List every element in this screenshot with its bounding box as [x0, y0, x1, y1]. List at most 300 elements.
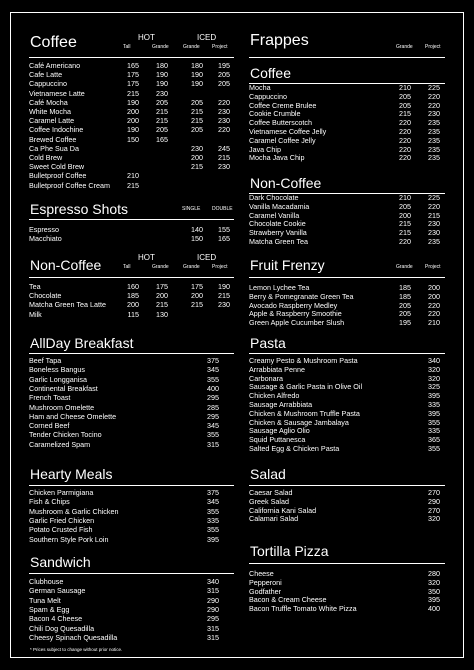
- menu-item-price: 190: [127, 125, 139, 135]
- menu-item-price: 220: [428, 100, 440, 110]
- menu-item-name: California Kani Salad: [249, 505, 317, 515]
- menu-item: [249, 284, 445, 292]
- menu-item: [249, 229, 445, 237]
- menu-item: [29, 385, 234, 393]
- menu-item-price: 220: [399, 135, 411, 145]
- menu-item-name: Bacon & Cream Cheese: [249, 595, 327, 605]
- menu-item: [29, 526, 234, 534]
- menu-item-price: 215: [218, 291, 230, 301]
- menu-item: [29, 99, 234, 107]
- menu-item-price: 355: [428, 444, 440, 453]
- menu-item-price: 205: [191, 125, 203, 135]
- breakfast-rule: [29, 353, 234, 354]
- menu-item-name: Cappuccino: [29, 79, 67, 89]
- menu-item-name: Arrabbiata Penne: [249, 364, 305, 374]
- menu-item-price: 200: [399, 210, 411, 220]
- menu-item: [249, 383, 445, 391]
- menu-item-name: Chicken & Sausage Jambalaya: [249, 417, 349, 427]
- menu-item-price: 365: [428, 435, 440, 445]
- menu-item: [29, 634, 234, 642]
- pasta-rule: [249, 353, 445, 354]
- menu-item-price: 280: [428, 569, 440, 578]
- menu-item: [29, 311, 234, 319]
- sandwich-title: Sandwich: [30, 554, 91, 570]
- menu-item-price: 245: [218, 143, 230, 153]
- menu-item-price: 195: [218, 61, 230, 70]
- menu-item-name: Cheese: [249, 569, 274, 578]
- menu-item-name: Mushroom & Garlic Chicken: [29, 506, 119, 516]
- menu-item-price: 140: [191, 225, 203, 234]
- menu-item-name: Java Chip: [249, 144, 281, 154]
- menu-item-name: Berry & Pomegranate Green Tea: [249, 291, 354, 301]
- menu-item-name: Caramel Coffee Jelly: [249, 135, 316, 145]
- menu-item: [249, 401, 445, 409]
- menu-item-price: 215: [399, 219, 411, 229]
- menu-item-price: 190: [191, 70, 203, 80]
- menu-item-price: 235: [428, 153, 440, 163]
- menu-item-price: 220: [399, 153, 411, 163]
- menu-item-name: Espresso: [29, 225, 59, 234]
- menu-item-name: Southern Style Pork Loin: [29, 534, 109, 544]
- menu-item-name: Tea: [29, 282, 41, 291]
- menu-item-name: Vietnamese Latte: [29, 88, 85, 98]
- menu-item-price: 395: [428, 595, 440, 605]
- menu-item-name: Caramelized Spam: [29, 439, 91, 449]
- menu-item: [29, 536, 234, 544]
- menu-item: [29, 578, 234, 586]
- menu-item-price: 215: [399, 109, 411, 119]
- menu-item-price: 130: [156, 309, 168, 319]
- menu-item-name: Cookie Crumble: [249, 109, 301, 119]
- menu-item-price: 355: [428, 417, 440, 427]
- menu-item-price: 325: [428, 382, 440, 392]
- menu-item-price: 205: [156, 97, 168, 107]
- menu-item-price: 205: [399, 100, 411, 110]
- menu-item: [29, 62, 234, 70]
- menu-item: [249, 154, 445, 162]
- menu-item: [249, 319, 445, 327]
- menu-item-name: Caramel Latte: [29, 116, 75, 126]
- menu-item-price: 160: [127, 282, 139, 291]
- menu-item-name: Café Mocha: [29, 97, 68, 107]
- menu-item-price: 175: [156, 282, 168, 291]
- menu-item-price: 200: [428, 291, 440, 301]
- menu-item: [249, 498, 445, 506]
- salad-title: Salad: [250, 466, 286, 482]
- menu-item-price: 345: [207, 497, 219, 507]
- noncoffee-rule: [29, 277, 234, 278]
- menu-item: [249, 427, 445, 435]
- coffee-col-project: Project: [212, 44, 228, 50]
- sandwich-rule: [29, 573, 234, 574]
- menu-item-price: 355: [207, 374, 219, 384]
- menu-item-price: 315: [207, 439, 219, 449]
- menu-item: [29, 508, 234, 516]
- menu-item-name: Green Apple Cucumber Slush: [249, 318, 345, 328]
- menu-item-price: 225: [428, 193, 440, 202]
- menu-item-price: 200: [156, 291, 168, 301]
- menu-item-price: 320: [428, 514, 440, 524]
- menu-item-price: 215: [191, 300, 203, 310]
- menu-item-price: 270: [428, 488, 440, 497]
- menu-item-price: 200: [191, 153, 203, 162]
- menu-item-price: 395: [207, 534, 219, 544]
- menu-item: [249, 436, 445, 444]
- menu-item-price: 200: [127, 300, 139, 310]
- menu-item-name: Mocha Java Chip: [249, 153, 305, 163]
- menu-item-name: Carbonara: [249, 373, 283, 383]
- menu-item-price: 165: [218, 234, 230, 244]
- menu-item-price: 165: [156, 134, 168, 144]
- menu-item-name: Mocha: [249, 83, 271, 92]
- menu-item-name: Matcha Green Tea Latte: [29, 300, 106, 310]
- coffee-col-tall: Tall: [123, 44, 131, 50]
- menu-item-price: 345: [207, 365, 219, 375]
- menu-item-name: Cafe Latte: [29, 70, 63, 80]
- coffee-iced-label: ICED: [197, 33, 217, 42]
- menu-item: [29, 80, 234, 88]
- noncoffee-col-project: Project: [212, 264, 228, 270]
- menu-item: [249, 375, 445, 383]
- menu-item-price: 230: [218, 162, 230, 172]
- menu-item-price: 395: [428, 408, 440, 418]
- menu-item-name: Calamari Salad: [249, 514, 299, 524]
- menu-item-price: 175: [127, 70, 139, 80]
- menu-item: [249, 507, 445, 515]
- menu-item: [249, 570, 445, 578]
- menu-item: [29, 615, 234, 623]
- menu-item: [29, 154, 234, 162]
- menu-item-price: 220: [399, 127, 411, 136]
- menu-item-name: Chocolate: [29, 291, 62, 301]
- menu-item-name: Sausage Aglio Olio: [249, 426, 310, 436]
- menu-item: [29, 404, 234, 412]
- menu-item: [29, 625, 234, 633]
- menu-item: [249, 110, 445, 118]
- menu-item: [29, 292, 234, 300]
- menu-item-price: 320: [428, 373, 440, 383]
- menu-item: [29, 117, 234, 125]
- menu-item-price: 230: [428, 219, 440, 229]
- menu-item-price: 215: [127, 180, 139, 190]
- menu-item: [249, 605, 445, 613]
- menu-item-price: 220: [399, 118, 411, 128]
- menu-item-name: Macchiato: [29, 234, 62, 244]
- menu-item-price: 235: [428, 144, 440, 154]
- pasta-title: Pasta: [250, 335, 286, 351]
- menu-item-name: Ca Phe Sua Da: [29, 143, 79, 153]
- menu-item-price: 190: [127, 97, 139, 107]
- menu-item-price: 320: [428, 577, 440, 587]
- menu-item-name: Strawberry Vanilla: [249, 228, 307, 238]
- frappe-noncoffee-title: Non-Coffee: [250, 175, 322, 191]
- espresso-rule: [29, 219, 234, 220]
- menu-item: [29, 145, 234, 153]
- menu-item-name: Vietnamese Coffee Jelly: [249, 127, 327, 136]
- menu-item-price: 235: [428, 127, 440, 136]
- menu-item-price: 220: [428, 300, 440, 310]
- menu-item-name: Bacon 4 Cheese: [29, 614, 83, 624]
- fruit-col-grande: Grande: [396, 264, 413, 270]
- menu-item-name: Avocado Raspberry Medley: [249, 300, 338, 310]
- menu-item-name: Matcha Green Tea: [249, 237, 308, 246]
- menu-item: [29, 587, 234, 595]
- menu-item-price: 215: [218, 153, 230, 162]
- espresso-title: Espresso Shots: [30, 201, 129, 217]
- menu-item: [29, 422, 234, 430]
- menu-item-price: 190: [156, 70, 168, 80]
- menu-item-price: 375: [207, 488, 219, 497]
- menu-item-price: 210: [127, 171, 139, 181]
- menu-item-name: Vanilla Macadamia: [249, 201, 310, 211]
- menu-item-price: 210: [428, 318, 440, 328]
- price-note: * Prices subject to change without prior notice.: [30, 647, 123, 652]
- noncoffee-iced-label: ICED: [197, 253, 217, 262]
- menu-item-price: 115: [127, 309, 139, 319]
- menu-item: [249, 357, 445, 365]
- menu-item-name: Creamy Pesto & Mushroom Pasta: [249, 356, 358, 365]
- menu-item-name: Chicken & Mushroom Truffle Pasta: [249, 408, 360, 418]
- menu-item: [249, 489, 445, 497]
- menu-item-price: 295: [207, 393, 219, 403]
- menu-item-name: Fish & Chips: [29, 497, 70, 507]
- menu-item: [29, 376, 234, 384]
- menu-item: [249, 212, 445, 220]
- menu-item-price: 220: [428, 201, 440, 211]
- menu-item: [249, 194, 445, 202]
- menu-item: [29, 172, 234, 180]
- menu-item-price: 205: [156, 125, 168, 135]
- menu-item-name: Potato Crusted Fish: [29, 525, 93, 535]
- menu-item: [29, 71, 234, 79]
- menu-item: [29, 90, 234, 98]
- menu-item-price: 200: [428, 283, 440, 292]
- menu-item: [249, 419, 445, 427]
- menu-item-name: Dark Chocolate: [249, 193, 299, 202]
- menu-item-price: 220: [218, 97, 230, 107]
- menu-item-name: Corned Beef: [29, 421, 70, 431]
- menu-item: [249, 220, 445, 228]
- menu-item-price: 150: [191, 234, 203, 244]
- menu-item-name: Pepperoni: [249, 577, 282, 587]
- menu-item-price: 200: [127, 107, 139, 116]
- menu-item-price: 205: [218, 70, 230, 80]
- menu-item: [29, 394, 234, 402]
- menu-item-name: Bulletproof Coffee: [29, 171, 87, 181]
- coffee-col-grande-iced: Grande: [183, 44, 200, 50]
- menu-item: [249, 310, 445, 318]
- menu-item-name: Apple & Raspberry Smoothie: [249, 309, 342, 319]
- menu-item-price: 340: [207, 577, 219, 586]
- menu-item-price: 205: [399, 91, 411, 101]
- menu-item: [29, 235, 234, 243]
- menu-item-price: 200: [127, 116, 139, 126]
- menu-item-name: Coffee Creme Brulee: [249, 100, 317, 110]
- menu-item-name: Caesar Salad: [249, 488, 293, 497]
- menu-item-price: 215: [191, 107, 203, 116]
- coffee-rule: [29, 57, 234, 58]
- menu-item: [249, 366, 445, 374]
- menu-item-name: Sausage Arrabbiata: [249, 400, 313, 409]
- menu-item-price: 395: [428, 391, 440, 401]
- menu-item-price: 375: [207, 356, 219, 365]
- menu-item-price: 190: [191, 79, 203, 89]
- noncoffee-hot-label: HOT: [138, 253, 155, 262]
- menu-item-price: 215: [428, 210, 440, 220]
- pizza-title: Tortilla Pizza: [250, 543, 329, 559]
- menu-item-price: 180: [191, 61, 203, 70]
- menu-item-price: 215: [191, 162, 203, 172]
- menu-item-price: 335: [428, 426, 440, 436]
- menu-item-price: 210: [399, 83, 411, 92]
- menu-item: [249, 119, 445, 127]
- menu-item-name: Brewed Coffee: [29, 134, 77, 144]
- menu-item: [29, 108, 234, 116]
- menu-item-name: Coffee Indochine: [29, 125, 84, 135]
- menu-item: [29, 366, 234, 374]
- fruit-title: Fruit Frenzy: [250, 257, 325, 273]
- menu-item-name: Sweet Cold Brew: [29, 162, 85, 172]
- menu-item-price: 235: [428, 118, 440, 128]
- menu-item-price: 215: [156, 116, 168, 126]
- menu-item: [249, 84, 445, 92]
- menu-item-price: 295: [207, 614, 219, 624]
- menu-item-name: Sausage & Garlic Pasta in Olive Oil: [249, 382, 363, 392]
- menu-item-name: Mushroom Omelette: [29, 402, 95, 412]
- hearty-rule: [29, 485, 234, 486]
- menu-item: [29, 357, 234, 365]
- menu-item-name: Ham and Cheese Omelette: [29, 411, 117, 421]
- menu-item-price: 290: [207, 604, 219, 614]
- frappe-coffee-title: Coffee: [250, 65, 291, 81]
- menu-item-price: 220: [399, 237, 411, 246]
- menu-item-price: 175: [191, 282, 203, 291]
- menu-item-price: 185: [399, 291, 411, 301]
- menu-item-price: 230: [428, 109, 440, 119]
- menu-item-price: 230: [218, 116, 230, 126]
- menu-item: [29, 283, 234, 291]
- menu-item-price: 400: [207, 383, 219, 393]
- coffee-hot-label: HOT: [138, 33, 155, 42]
- menu-item: [249, 515, 445, 523]
- menu-item-name: Tuna Melt: [29, 595, 61, 605]
- menu-item-name: Chocolate Cookie: [249, 219, 306, 229]
- menu-item: [29, 606, 234, 614]
- menu-item-name: Boneless Bangus: [29, 365, 85, 375]
- menu-item-price: 205: [399, 201, 411, 211]
- breakfast-title: AllDay Breakfast: [30, 335, 134, 351]
- menu-item-name: Café Americano: [29, 61, 81, 70]
- menu-item-price: 355: [207, 506, 219, 516]
- menu-item-price: 230: [156, 88, 168, 98]
- espresso-col-single: SINGLE: [182, 206, 201, 212]
- menu-item-name: Bacon Truffle Tomato White Pizza: [249, 604, 357, 614]
- menu-item-name: Garlic Fried Chicken: [29, 515, 95, 525]
- menu-item-price: 225: [428, 83, 440, 92]
- menu-item-name: French Toast: [29, 393, 71, 403]
- menu-item-price: 190: [218, 282, 230, 291]
- menu-item-price: 315: [207, 632, 219, 642]
- menu-item-name: Squid Puttanesca: [249, 435, 306, 445]
- menu-item-name: White Mocha: [29, 107, 71, 116]
- menu-item-price: 335: [428, 400, 440, 409]
- menu-item-name: Spam & Egg: [29, 604, 70, 614]
- menu-item: [249, 203, 445, 211]
- fruit-col-project: Project: [425, 264, 441, 270]
- menu-item: [29, 413, 234, 421]
- menu-item-name: Chicken Parmigiana: [29, 488, 94, 497]
- menu-item: [29, 441, 234, 449]
- menu-item-price: 205: [191, 97, 203, 107]
- menu-item-name: Greek Salad: [249, 496, 289, 506]
- frappes-title: Frappes: [250, 32, 309, 49]
- menu-item-price: 155: [218, 225, 230, 234]
- menu-item: [249, 392, 445, 400]
- menu-item: [249, 588, 445, 596]
- menu-item-price: 180: [156, 61, 168, 70]
- menu-item-price: 215: [156, 107, 168, 116]
- menu-item-price: 315: [207, 586, 219, 596]
- hearty-title: Hearty Meals: [30, 466, 113, 482]
- menu-item: [29, 301, 234, 309]
- menu-item: [249, 445, 445, 453]
- menu-item-price: 210: [399, 193, 411, 202]
- menu-item-name: Salted Egg & Chicken Pasta: [249, 444, 340, 453]
- menu-item-price: 150: [127, 134, 139, 144]
- menu-item-price: 350: [428, 586, 440, 596]
- menu-item-price: 220: [428, 91, 440, 101]
- menu-item-price: 195: [399, 318, 411, 328]
- menu-item-name: Caramel Vanilla: [249, 210, 300, 220]
- menu-item-price: 175: [127, 79, 139, 89]
- menu-item-name: German Sausage: [29, 586, 86, 596]
- menu-item-price: 215: [191, 116, 203, 126]
- menu-item-name: Cappuccino: [249, 91, 287, 101]
- menu-item-price: 400: [428, 604, 440, 614]
- menu-item-price: 215: [127, 88, 139, 98]
- menu-item: [29, 163, 234, 171]
- menu-item-price: 220: [218, 125, 230, 135]
- menu-item-price: 235: [428, 237, 440, 246]
- menu-item-price: 230: [191, 143, 203, 153]
- menu-item: [29, 517, 234, 525]
- menu-item: [29, 226, 234, 234]
- menu-item-name: Clubhouse: [29, 577, 64, 586]
- menu-item-name: Beef Tapa: [29, 356, 62, 365]
- menu-item-name: Godfather: [249, 586, 281, 596]
- menu-item: [29, 597, 234, 605]
- coffee-title: Coffee: [30, 34, 77, 51]
- menu-item-price: 335: [207, 515, 219, 525]
- menu-item: [29, 489, 234, 497]
- menu-item: [249, 596, 445, 604]
- noncoffee-title: Non-Coffee: [30, 257, 102, 273]
- menu-item: [249, 238, 445, 246]
- menu-item-price: 230: [428, 228, 440, 238]
- menu-item-name: Chicken Alfredo: [249, 391, 300, 401]
- menu-item-price: 230: [218, 300, 230, 310]
- menu-item-price: 200: [191, 291, 203, 301]
- menu-item-price: 290: [428, 496, 440, 506]
- menu-item-price: 290: [207, 595, 219, 605]
- menu-item-price: 165: [127, 61, 139, 70]
- frappes-col-project: Project: [425, 44, 441, 50]
- menu-item: [29, 126, 234, 134]
- menu-item: [249, 293, 445, 301]
- menu-item-price: 295: [207, 411, 219, 421]
- menu-item-price: 190: [156, 79, 168, 89]
- menu-item-price: 345: [207, 421, 219, 431]
